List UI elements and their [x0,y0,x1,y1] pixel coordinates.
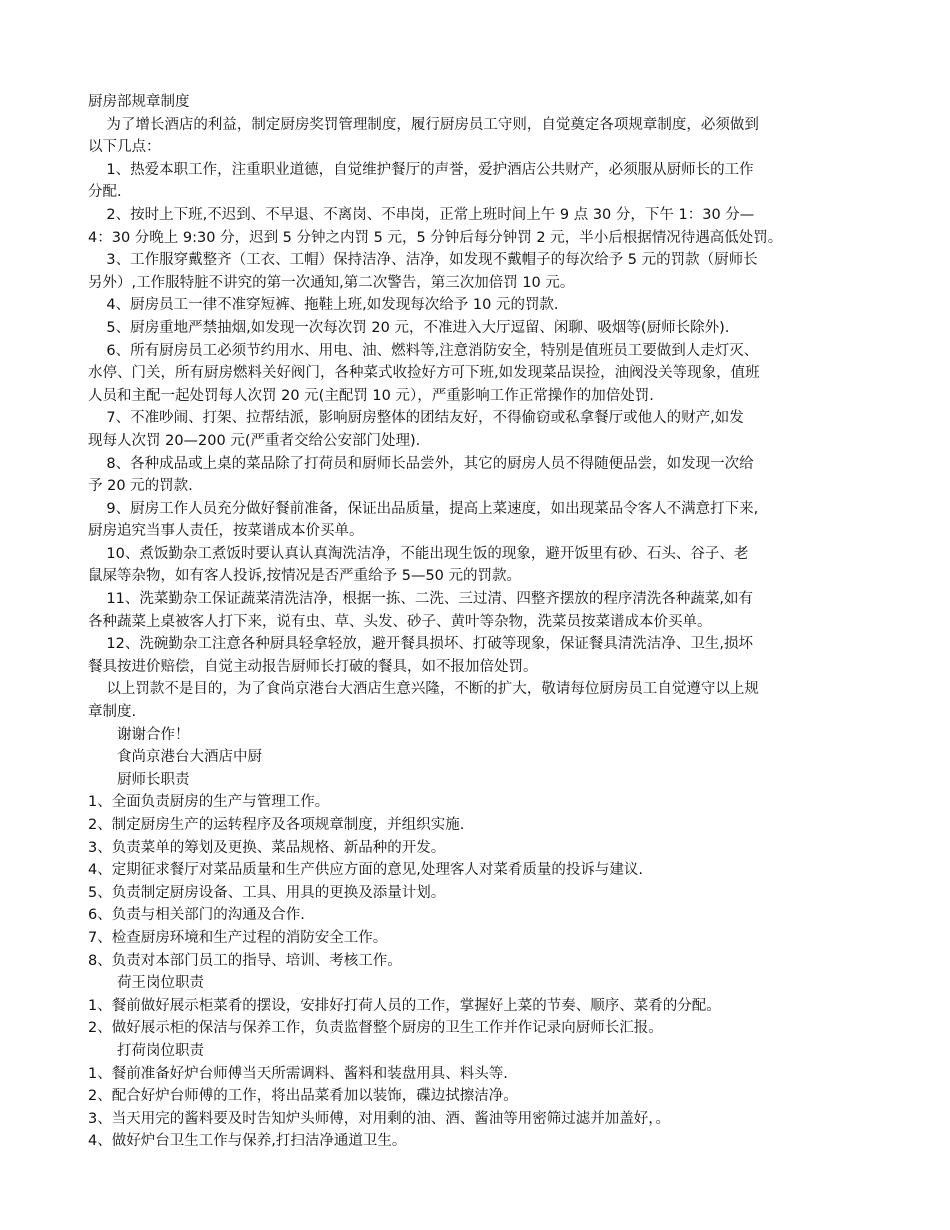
rule-7 [88,407,863,452]
thanks-line: 谢谢合作！ [117,726,190,743]
duty-item: 7、检查厨房环境和生产过程的消防安全工作。 [88,929,388,946]
rule-line: 4、厨房员工一律不准穿短裤、拖鞋上班,如发现每次给予 10 元的罚款. [88,297,559,314]
section-heading: 厨师长职责 [117,771,190,788]
rule-11 [88,588,863,633]
rule-1 [88,159,863,204]
duty-item: 5、负责制定厨房设备、工具、用具的更换及添量计划。 [88,884,446,901]
rule-line: 5、厨房重地严禁抽烟,如发现一次每次罚 20 元，不准进入大厅逗留、闲聊、吸烟等(厨师长除外). [88,319,730,336]
rule-line: 厨房追究当事人责任，按菜谱成本价买单。 [88,523,364,540]
rule-line: 4：30 分晚上 9:30 分，迟到 5 分钟之内罚 5 元，5 分钟后每分钟罚 2 元，半小后根据情况待遇高低处罚。 [88,229,783,246]
rule-10 [88,543,863,588]
rule-line: 现每人次罚 20—200 元(严重者交给公安部门处理). [88,432,421,449]
intro-line: 以下几点： [88,139,161,156]
rule-5 [88,317,863,340]
rule-line: 9、厨房工作人员充分做好餐前准备，保证出品质量，提高上菜速度，如出现菜品令客人不满意打下来, [88,500,759,517]
duty-item: 1、餐前做好展示柜菜肴的摆设，安排好打荷人员的工作，掌握好上菜的节奏、顺序、菜肴的分配。 [88,997,721,1014]
rule-line: 3、工作服穿戴整齐（工衣、工帽）保持洁净、洁净，如发现不戴帽子的每次给予 5 元的罚款（厨师长 [88,252,758,269]
section-dahe [88,1040,863,1153]
rule-line: 水停、门关，所有厨房燃料关好阀门，各种菜式收捡好方可下班,如发现菜品误捡，油阀没关等现象，值班 [88,365,760,382]
section-heading: 荷王岗位职责 [117,975,204,992]
duty-item: 2、做好展示柜的保洁与保养工作，负责监督整个厨房的卫生工作并作记录向厨师长汇报。 [88,1020,663,1037]
rule-6 [88,340,863,408]
closing-paragraph [88,678,863,723]
duty-item: 3、负责菜单的筹划及更换、菜品规格、新品种的开发。 [88,839,446,856]
intro-line: 为了增长酒店的利益，制定厨房奖罚管理制度，履行厨房员工守则，自觉奠定各项规章制度，必须做到 [88,116,759,133]
rule-line: 予 20 元的罚款. [88,478,193,495]
rule-line: 1、热爱本职工作，注重职业道德，自觉维护餐厅的声誉，爱护酒店公共财产，必须服从厨师长的工作 [88,161,754,178]
rule-line: 分配. [88,184,122,201]
intro-paragraph [88,114,863,159]
rule-line: 2、按时上下班,不迟到、不早退、不离岗、不串岗，正常上班时间上午 9 点 30 分，下午 1：30 分— [88,206,755,223]
rule-line: 各种蔬菜上桌被客人打下来，说有虫、草、头发、砂子、黄叶等杂物，洗菜员按菜谱成本价买单。 [88,613,712,630]
rule-line: 12、洗碗勤杂工注意各种厨具轻拿轻放，避开餐具损坏、打破等现象，保证餐具清洗洁净、卫生,损坏 [88,636,753,653]
signature-line: 食尚京港台大酒店中厨 [117,749,262,766]
rule-line: 鼠屎等杂物，如有客人投诉,按情况是否严重给予 5—50 元的罚款。 [88,568,522,585]
rule-2 [88,204,863,249]
rule-3 [88,249,863,294]
duty-item: 3、当天用完的酱料要及时告知炉头师傅，对用剩的油、酒、酱油等用密筛过滤并加盖好，。 [88,1110,670,1127]
duty-item: 1、全面负责厨房的生产与管理工作。 [88,794,330,811]
document-title: 厨房部规章制度 [88,94,190,110]
closing-line: 章制度. [88,704,137,721]
section-head-chef [88,769,863,972]
rule-line: 另外）,工作服特脏不讲究的第一次通知,第二次警告，第三次加倍罚 10 元。 [88,274,575,291]
rule-line: 7、不准吵闹、打架、拉帮结派，影响厨房整体的团结友好，不得偷窃或私拿餐厅或他人的财产,如发 [88,410,744,427]
rule-9 [88,498,863,543]
duty-item: 8、负责对本部门员工的指导、培训、考核工作。 [88,952,402,969]
rule-line: 人员和主配一起处罚每人次罚 20 元(主配罚 10 元），严重影响工作正常操作的加倍处罚. [88,387,654,404]
document-page [88,91,863,1153]
section-hewang [88,972,863,1040]
duty-item: 6、负责与相关部门的沟通及合作. [88,907,305,924]
rule-line: 餐具按进价赔偿，自觉主动报告厨师长打破的餐具，如不报加倍处罚。 [88,658,538,675]
rule-line: 10、煮饭勤杂工煮饭时要认真认真淘洗洁净，不能出现生饭的现象，避开饭里有砂、石头、谷子、老 [88,545,749,562]
duty-item: 4、定期征求餐厅对菜品质量和生产供应方面的意见,处理客人对菜肴质量的投诉与建议. [88,862,643,879]
section-heading: 打荷岗位职责 [117,1042,204,1059]
rule-line: 6、所有厨房员工必须节约用水、用电、油、燃料等,注意消防安全，特别是值班员工要做到人走灯灭、 [88,342,759,359]
duty-item: 2、配合好炉台师傅的工作，将出品菜肴加以装饰，碟边拭擦洁净。 [88,1088,518,1105]
closing-line: 以上罚款不是目的，为了食尚京港台大酒店生意兴隆，不断的扩大，敬请每位厨房员工自觉遵守以上规 [88,681,759,698]
rule-4 [88,294,863,317]
rule-8 [88,453,863,498]
rule-12 [88,633,863,678]
rule-line: 11、洗菜勤杂工保证蔬菜清洗洁净，根据一拣、二洗、三过清、四整齐摆放的程序清洗各种蔬菜,如有 [88,591,753,608]
duty-item: 4、做好炉台卫生工作与保养,打扫洁净通道卫生。 [88,1133,407,1150]
duty-item: 2、制定厨房生产的运转程序及各项规章制度，并组织实施. [88,817,465,833]
rule-line: 8、各种成品或上桌的菜品除了打荷员和厨师长品尝外，其它的厨房人员不得随便品尝，如发现一次给 [88,455,754,472]
duty-item: 1、餐前准备好炉台师傅当天所需调料、酱料和装盘用具、料头等. [88,1065,508,1082]
